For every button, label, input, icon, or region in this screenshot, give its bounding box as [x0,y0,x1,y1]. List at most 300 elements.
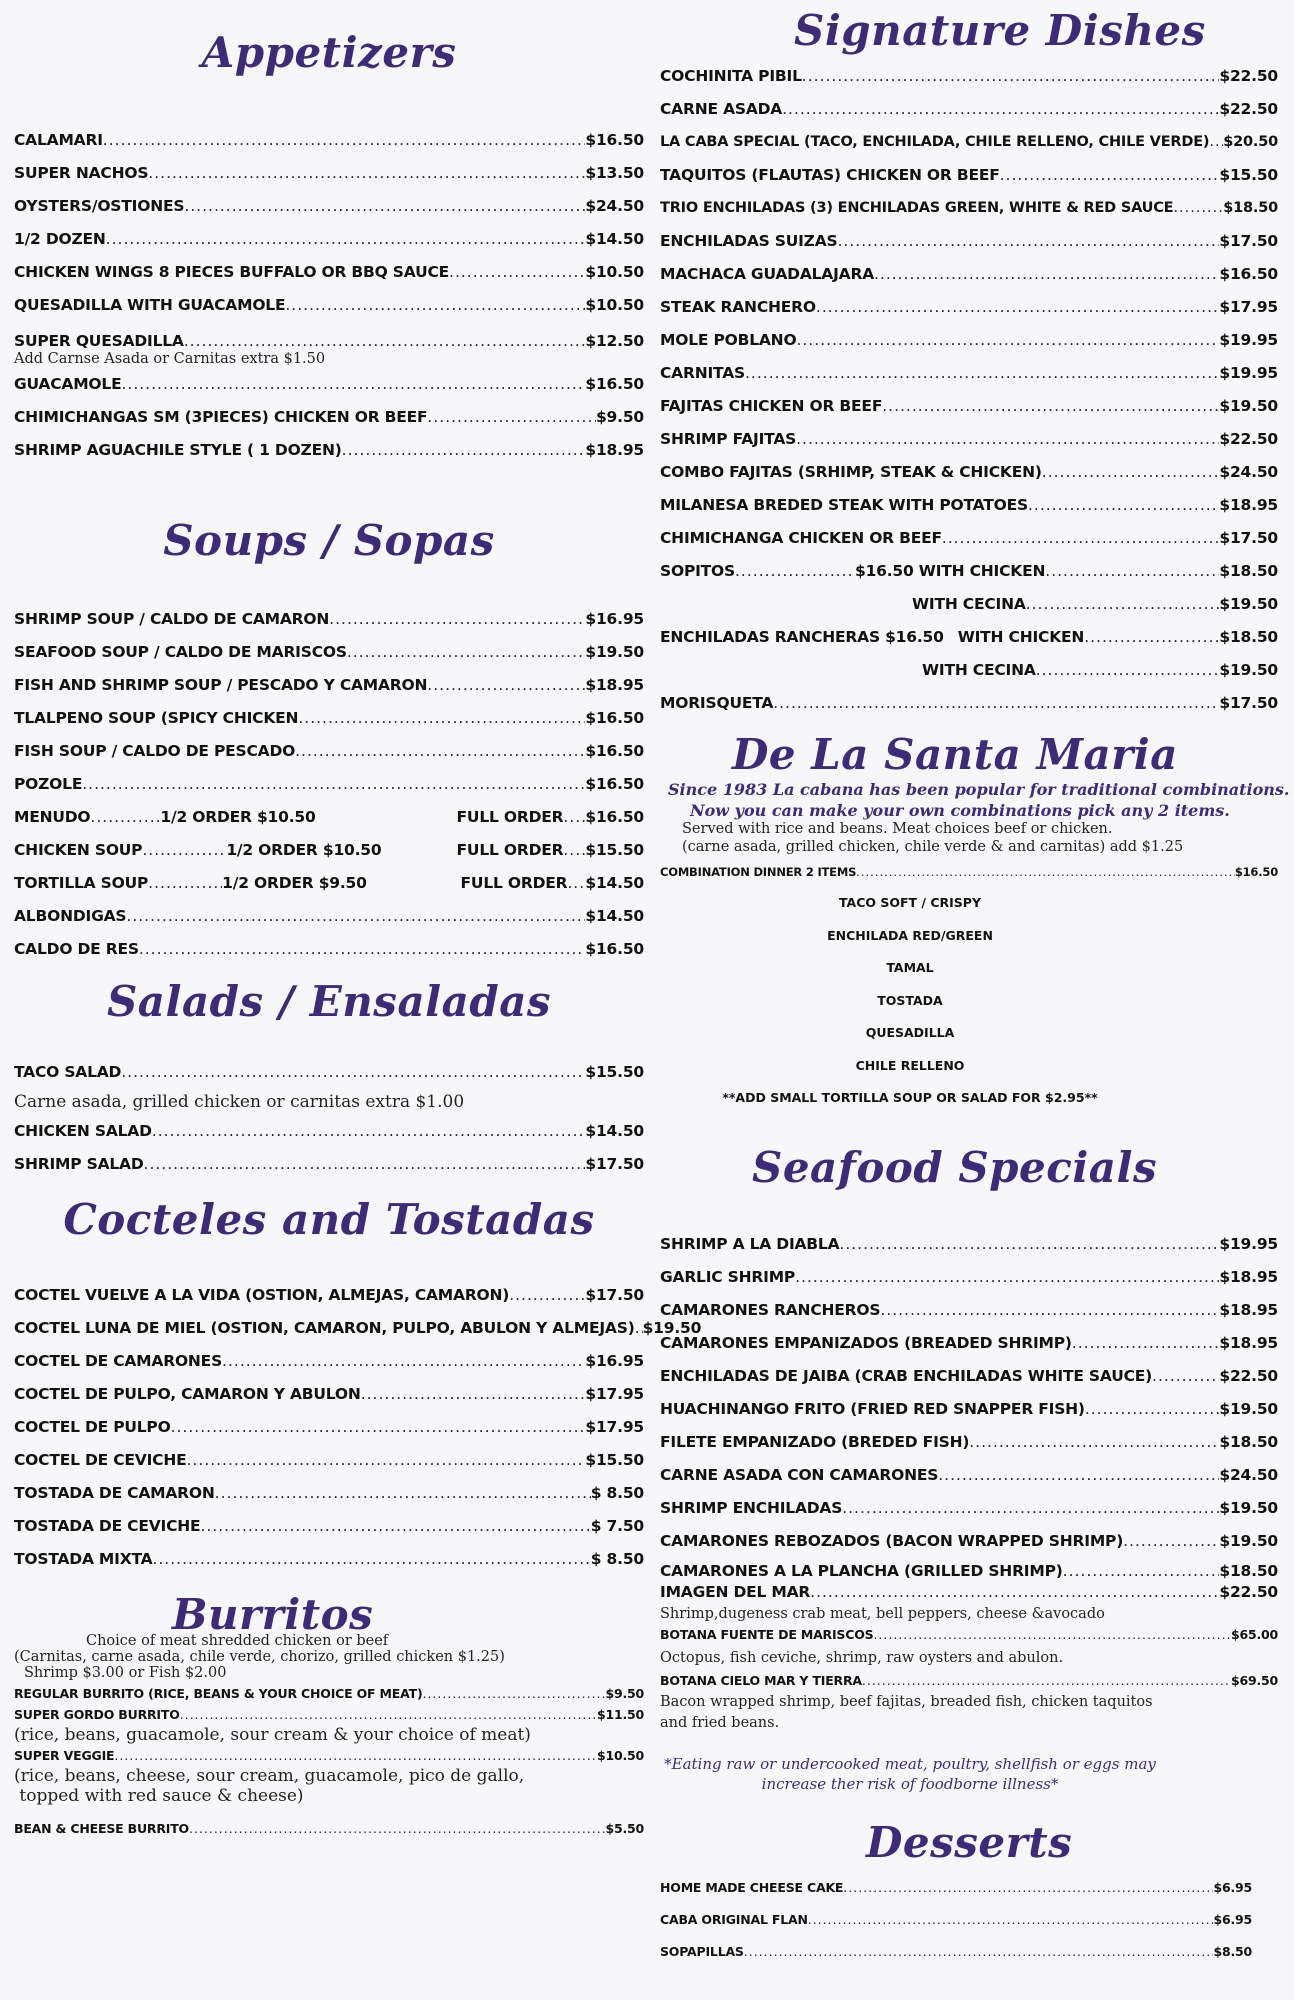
item-name: WITH CECINA [922,661,1036,679]
item-price: $18.95 [1219,1334,1278,1352]
menu-item [660,357,1278,390]
seafood-section [660,1143,1278,1192]
item-name: SHRIMP AGUACHILE STYLE ( 1 DOZEN) [14,441,342,459]
santa-maria-tagline: Now you can make your own combinations pick any 2 items. [690,801,1230,820]
dot-leader [773,687,1219,720]
salads-heading: Salads / Ensaladas [106,977,552,1026]
soups-heading: Soups / Sopas [163,516,495,565]
item-price: $19.95 [1219,1235,1278,1253]
menu-item [14,702,644,735]
item-price: $10.50 [596,1748,644,1763]
signature-heading: Signature Dishes [794,6,1206,55]
dot-leader [329,603,585,636]
item-price: $9.50 [595,408,644,426]
dot-leader [347,636,586,669]
combo-choice: TACO SOFT / CRISPY [838,895,981,910]
item-name: FAJITAS CHICKEN OR BEEF [660,397,883,415]
dot-leader [90,801,160,834]
dot-leader [126,900,585,933]
item-name: STEAK RANCHERO [660,298,816,316]
dot-leader [938,1459,1219,1492]
dot-leader [839,1228,1219,1261]
dot-leader [563,834,585,867]
menu-item [660,1936,1252,1968]
dot-leader [121,1056,585,1089]
item-name: MILANESA BREDED STEAK WITH POTATOES [660,496,1028,514]
item-price: $16.50 [585,775,644,793]
menu-item [660,1904,1252,1936]
item-price: $16.50 [585,808,644,826]
menu-item [14,1510,644,1543]
item-price: $16.50 [585,131,644,149]
item-name: TOSTADA DE CAMARON [14,1484,215,1502]
item-price: $13.50 [585,164,644,182]
santa-maria-note: (carne asada, grilled chicken, chile verde & and carnitas) add $1.25 [682,839,1184,855]
menu-item [14,223,644,256]
menu-item [14,1056,644,1089]
item-name: SHRIMP A LA DIABLA [660,1235,840,1253]
dot-leader [422,1681,605,1707]
item-name: TRIO ENCHILADAS (3) ENCHILADAS GREEN, WHITE & RED SAUCE [660,200,1174,216]
menu-item [660,192,1278,225]
appetizers-heading: Appetizers [201,28,457,77]
item-name: SEAFOOD SOUP / CALDO DE MARISCOS [14,643,347,661]
burritos-note: (Carnitas, carne asada, chile verde, chorizo, grilled chicken $1.25) [14,1649,505,1665]
item-name: SOPITOS [660,562,735,580]
combo-choice: TAMAL [886,960,934,975]
menu-item [660,225,1278,258]
dot-leader [1042,456,1220,489]
health-warning: *Eating raw or undercooked meat, poultry, shellfish or eggs may [664,1755,1156,1773]
item-name: SUPER VEGGIE [14,1748,115,1763]
dot-leader [1045,555,1219,588]
item-price: $19.50 [1219,1400,1278,1418]
menu-item [660,489,1278,522]
item-price: $5.50 [605,1821,644,1836]
item-price: $ 8.50 [590,1484,644,1502]
menu-item [14,1378,644,1411]
menu-item [660,324,1278,357]
item-name: FULL ORDER [456,808,564,826]
dot-leader [222,1345,585,1378]
dot-leader [874,258,1219,291]
dot-leader [449,256,585,289]
item-price: $14.50 [585,230,644,248]
item-price: $19.50 [1219,661,1278,679]
dot-leader [180,1705,597,1725]
dot-leader [880,1294,1219,1327]
dot-leader [635,1312,643,1345]
item-name: CAMARONES REBOZADOS (BACON WRAPPED SHRIMP) [660,1532,1124,1550]
santa-maria-body [660,779,1290,1115]
item-name: HUACHINANGO FRITO (FRIED RED SNAPPER FISH) [660,1400,1085,1418]
menu-item [14,834,644,867]
item-name: COCHINITA PIBIL [660,67,802,85]
soups-section [14,516,644,565]
item-name: SHRIMP SOUP / CALDO DE CAMARON [14,610,330,628]
item-price: $18.50 [1219,628,1278,646]
item-price: $65.00 [1230,1627,1278,1642]
item-price: $18.95 [585,441,644,459]
dot-leader [361,1378,586,1411]
item-name: COCTEL DE CEVICHE [14,1451,187,1469]
item-price: $16.50 [585,940,644,958]
dot-leader [969,1426,1219,1459]
dot-leader [782,93,1219,126]
menu-item [660,126,1278,159]
item-name: CAMARONES A LA PLANCHA (GRILLED SHRIMP) [660,1562,1063,1580]
dot-leader [121,368,585,401]
menu-item [660,1360,1278,1393]
item-name: FULL ORDER [460,874,568,892]
item-price: $24.50 [585,197,644,215]
menu-item [14,801,644,834]
seafood-list [660,1228,1278,1794]
item-name: CHIMICHANGA CHICKEN OR BEEF [660,529,942,547]
item-price: $18.50 [1219,562,1278,580]
menu-item [660,588,1278,621]
dot-leader [1036,654,1220,687]
dot-leader [795,1261,1219,1294]
dot-leader [215,1477,591,1510]
item-name: SHRIMP SALAD [14,1155,144,1173]
item-price: $18.95 [1219,496,1278,514]
menu-item [660,1670,1278,1692]
item-name: WITH CECINA [912,595,1026,613]
item-price: $16.50 [1219,265,1278,283]
combo-choice: TOSTADA [877,992,943,1008]
dot-leader [298,702,585,735]
dot-leader [808,1904,1214,1936]
item-price: $11.50 [596,1707,644,1722]
item-name: CABA ORIGINAL FLAN [660,1912,808,1927]
item-price: $15.50 [585,1063,644,1081]
desserts-list [660,1872,1252,1968]
menu-item [660,1525,1278,1558]
item-name: ENCHILADAS SUIZAS [660,232,838,250]
dot-leader [114,1746,597,1766]
burritos-heading: Burritos [172,1590,374,1639]
dot-leader [189,1818,606,1840]
dot-leader [139,933,586,966]
item-price: $10.50 [585,263,644,281]
item-price: $17.50 [1219,232,1278,250]
menu-item [14,1411,644,1444]
dot-leader [148,157,585,190]
soups-list [14,603,644,966]
menu-item [660,1261,1278,1294]
item-note: and fried beans. [660,1715,780,1731]
item-name: WITH CHICKEN [957,628,1085,646]
item-name: CALDO DE RES [14,940,139,958]
item-price: $18.95 [1219,1301,1278,1319]
item-note: Carne asada, grilled chicken or carnitas extra $1.00 [14,1092,465,1112]
item-name: COCTEL LUNA DE MIEL (OSTION, CAMARON, PULPO, ABULON Y ALMEJAS) [14,1319,635,1337]
item-price: $14.50 [585,1122,644,1140]
menu-item [660,1492,1278,1525]
item-name: CALAMARI [14,131,103,149]
item-price: $19.50 [1219,595,1278,613]
item-name: HOME MADE CHEESE CAKE [660,1880,844,1895]
menu-item [660,1294,1278,1327]
menu-item [660,1558,1278,1580]
menu-item [14,124,644,157]
dot-leader [1026,588,1220,621]
seafood-heading: Seafood Specials [752,1143,1158,1192]
dot-leader [1152,1360,1219,1393]
item-name: CHICKEN SOUP [14,841,143,859]
menu-item [660,93,1278,126]
item-name: COMBINATION DINNER 2 ITEMS [660,865,857,879]
menu-item [14,1477,644,1510]
menu-item [14,636,644,669]
combo-choices [660,887,1160,1115]
item-price: $19.95 [1219,331,1278,349]
menu-item [14,157,644,190]
combo-addon: **ADD SMALL TORTILLA SOUP OR SALAD FOR $2.95** [722,1090,1098,1105]
item-name: SOPAPILLAS [660,1944,744,1959]
item-name: LA CABA SPECIAL (TACO, ENCHILADA, CHILE RELLENO, CHILE VERDE) [660,134,1210,150]
dot-leader [509,1279,585,1312]
dot-leader [744,1936,1214,1968]
menu-item [14,735,644,768]
dot-leader [186,1444,585,1477]
menu-item [660,423,1278,456]
item-note: (rice, beans, guacamole, sour cream & your choice of meat) [14,1725,531,1745]
burritos-note: Choice of meat shredded chicken or beef [86,1633,389,1649]
desserts-heading: Desserts [866,1818,1073,1867]
dot-leader [103,124,586,157]
item-name: ENCHILADAS DE JAIBA (CRAB ENCHILADAS WHITE SAUCE) [660,1367,1153,1385]
item-price: $16.50 [585,742,644,760]
item-price: $19.50 [1219,397,1278,415]
item-price: $8.50 [1213,1944,1252,1959]
item-note: (rice, beans, cheese, sour cream, guacamole, pico de gallo, [14,1766,525,1786]
item-price: $24.50 [1219,1466,1278,1484]
item-name: FISH SOUP / CALDO DE PESCADO [14,742,296,760]
item-price: $15.50 [585,841,644,859]
item-price: $12.50 [585,332,644,350]
item-name: 1/2 ORDER $10.50 [226,841,382,859]
item-name: REGULAR BURRITO (RICE, BEANS & YOUR CHOICE OF MEAT) [14,1686,423,1701]
burritos-list [14,1633,644,1840]
item-price: $17.95 [1219,298,1278,316]
item-price: $16.50 [585,709,644,727]
item-name: SUPER GORDO BURRITO [14,1707,180,1722]
item-name: CHICKEN SALAD [14,1122,152,1140]
dot-leader [1209,126,1223,159]
menu-item [660,1327,1278,1360]
item-name: COCTEL DE CAMARONES [14,1352,223,1370]
item-name: TLALPENO SOUP (SPICY CHICKEN [14,709,299,727]
menu-item [660,1228,1278,1261]
menu-item [660,1426,1278,1459]
menu-item [660,555,1278,588]
menu-item [14,1115,644,1148]
dot-leader [427,669,585,702]
menu-item [660,1393,1278,1426]
menu-item [14,1681,644,1705]
item-name: 1/2 DOZEN [14,230,106,248]
menu-item [660,522,1278,555]
burritos-note: Shrimp $3.00 or Fish $2.00 [24,1665,227,1681]
item-name: CARNE ASADA CON CAMARONES [660,1466,939,1484]
item-price: $18.50 [1223,200,1278,216]
item-price: $17.50 [1219,529,1278,547]
menu-item [14,933,644,966]
menu-item [660,857,1278,887]
menu-item [14,603,644,636]
menu-item [660,291,1278,324]
item-name: COCTEL VUELVE A LA VIDA (OSTION, ALMEJAS, CAMARON) [14,1286,510,1304]
item-price: $19.95 [1219,364,1278,382]
dot-leader [563,801,585,834]
menu-item [660,654,1278,687]
item-price: $24.50 [1219,463,1278,481]
menu-item [14,1818,644,1840]
signature-list [660,60,1278,720]
dot-leader [1085,1393,1220,1426]
santa-maria-tagline: Since 1983 La cabana has been popular for traditional combinations. [668,780,1290,799]
dot-leader [295,735,585,768]
item-name: BOTANA FUENTE DE MARISCOS [660,1627,874,1642]
item-price: $22.50 [1219,100,1278,118]
menu-item [14,867,644,900]
burritos-section [14,1590,644,1639]
item-name: CARNITAS [660,364,745,382]
salads-section [14,977,644,1026]
santa-maria-note: Served with rice and beans. Meat choices beef or chicken. [682,821,1113,837]
item-name: POZOLE [14,775,83,793]
item-price: $22.50 [1219,67,1278,85]
item-name: MORISQUETA [660,694,774,712]
signature-section [660,6,1278,55]
item-price: $19.50 [642,1319,702,1337]
dot-leader [1173,192,1223,225]
item-name: CAMARONES RANCHEROS [660,1301,881,1319]
desserts-section [660,1818,1278,1867]
dot-leader [837,225,1219,258]
menu-item [14,322,644,350]
dot-leader [567,867,585,900]
menu-item [14,1148,644,1181]
item-note: Octopus, fish ceviche, shrimp, raw oysters and abulon. [660,1650,1064,1666]
item-name: FULL ORDER [456,841,564,859]
menu-item [14,289,644,322]
item-price: $9.50 [605,1686,644,1701]
dot-leader [285,289,585,322]
combo-choice: ENCHILADA RED/GREEN [827,927,993,943]
dot-leader [184,190,585,223]
item-name: $16.50 WITH CHICKEN [854,562,1046,580]
menu-item [14,1279,644,1312]
health-warning: increase ther risk of foodborne illness* [761,1775,1059,1793]
dot-leader [427,401,596,434]
item-name: TAQUITOS (FLAUTAS) CHICKEN OR BEEF [660,166,1000,184]
item-name: CAMARONES EMPANIZADOS (BREADED SHRIMP) [660,1334,1072,1352]
item-note: Shrimp,dugeness crab meat, bell peppers, cheese &avocado [660,1606,1105,1622]
dot-leader [1028,489,1219,522]
item-name: SHRIMP FAJITAS [660,430,797,448]
dot-leader [1000,159,1220,192]
item-name: 1/2 ORDER $9.50 [222,874,367,892]
item-name: COCTEL DE PULPO, CAMARON Y ABULON [14,1385,361,1403]
item-name: BOTANA CIELO MAR Y TIERRA [660,1673,862,1688]
item-price: $17.95 [585,1385,644,1403]
item-name: TOSTADA DE CEVICHE [14,1517,201,1535]
dot-leader [862,1670,1231,1692]
menu-item [14,190,644,223]
menu-item [660,60,1278,93]
item-price: $18.50 [1219,1562,1278,1580]
menu-item [14,1705,644,1725]
appetizers-section [14,28,644,77]
item-name: FISH AND SHRIMP SOUP / PESCADO Y CAMARON [14,676,428,694]
menu-item [660,1624,1278,1646]
menu-item [660,258,1278,291]
item-price: $18.50 [1219,1433,1278,1451]
cocteles-section [14,1195,644,1244]
item-price: $14.50 [585,874,644,892]
item-price: $15.50 [585,1451,644,1469]
item-price: $16.95 [585,1352,644,1370]
dot-leader [144,1148,586,1181]
dot-leader [342,434,586,467]
item-name: SHRIMP ENCHILADAS [660,1499,843,1517]
dot-leader [942,522,1219,555]
item-price: $ 7.50 [590,1517,644,1535]
item-name: BEAN & CHEESE BURRITO [14,1821,189,1836]
menu-item [14,1312,702,1345]
item-price: $6.95 [1213,1912,1252,1927]
menu-item [660,621,1278,654]
dot-leader [735,555,855,588]
item-price: $19.50 [585,643,644,661]
item-name: 1/2 ORDER $10.50 [160,808,316,826]
combo-choice: QUESADILLA [865,1025,955,1040]
dot-leader [142,834,226,867]
item-price: $69.50 [1230,1673,1278,1688]
item-price: $10.50 [585,296,644,314]
item-price: $16.50 [585,375,644,393]
menu-item [14,1543,644,1576]
dot-leader [856,857,1235,887]
item-price: $14.50 [585,907,644,925]
item-price: $18.95 [1219,1268,1278,1286]
item-price: $19.50 [1219,1499,1278,1517]
menu-item [14,1444,644,1477]
dot-leader [152,1115,586,1148]
dot-leader [882,390,1219,423]
item-price: $20.50 [1223,134,1278,150]
menu-item [660,1459,1278,1492]
item-note: Bacon wrapped shrimp, beef fajitas, breaded fish, chicken taquitos [660,1694,1153,1710]
item-name: QUESADILLA WITH GUACAMOLE [14,296,286,314]
item-name: COMBO FAJITAS (SRHIMP, STEAK & CHICKEN) [660,463,1042,481]
menu-item [660,1872,1252,1904]
menu-item [14,368,644,401]
item-price: $22.50 [1219,430,1278,448]
item-name: CHICKEN WINGS 8 PIECES BUFFALO OR BBQ SAUCE [14,263,450,281]
dot-leader [82,768,585,801]
item-name: MOLE POBLANO [660,331,797,349]
dot-leader [171,1411,586,1444]
menu-item [14,1345,644,1378]
dot-leader [745,357,1219,390]
item-price: $15.50 [1219,166,1278,184]
item-note: Add Carnse Asada or Carnitas extra $1.50 [14,351,326,367]
item-price: $6.95 [1213,1880,1252,1895]
